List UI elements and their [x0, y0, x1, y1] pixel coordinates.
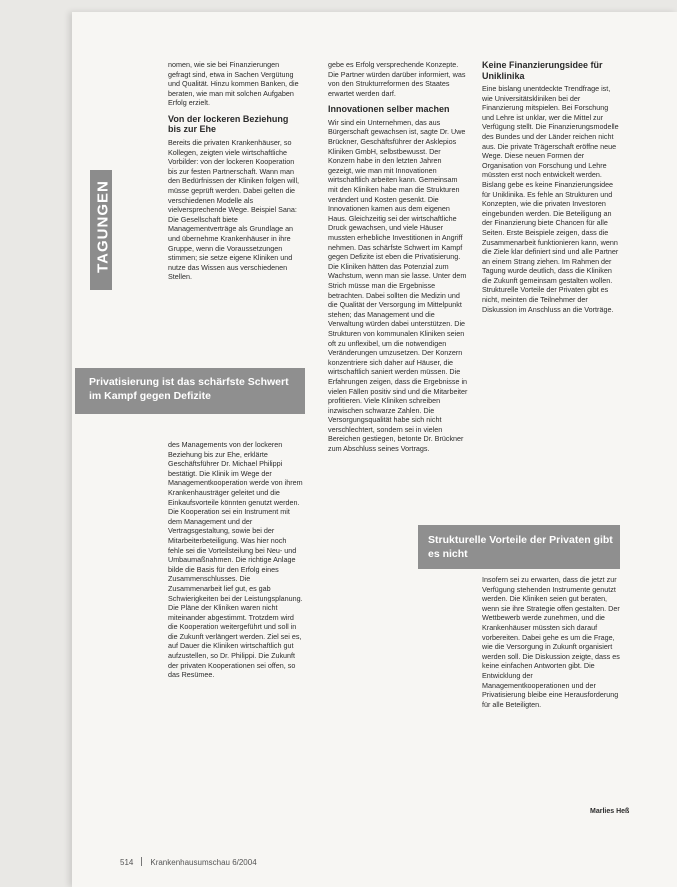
column-2-body: Wir sind ein Unternehmen, das aus Bürgerschaft gewachsen ist, sagte Dr. Uwe Brückner, Geschäftsführer der Asklepios Kliniken GmbH, selbstbewusst. Der Konzern habe in den letzten Jahren gezeigt, wie man mit Innovationen wirtschaftlich arbeiten kann. Gemeinsam mit den Kliniken habe man die Strukturen verändert und Kosten gesenkt. Die Innovationen kamen aus dem eigenen Haus. Gleichzeitig sei der wirtschaftliche Druck gewachsen, und viele Häuser mussten erhebliche Investitionen in Angriff nehmen. Das schärfste Schwert im Kampf gegen Defizite ist eben die Privatisierung. Die Kliniken hätten das Potenzial zum Wachstum, wenn man sie lasse. Unter dem Strich müsse man die Ergebnisse betrachten. Dabei sollten die Medizin und die Qualität der Versorgung im Mittelpunkt stehen; das Management und die Verwaltung würden dabei unterstützen. Die Strukturen von kommunalen Kliniken seien oft zu unflexibel, um die notwendigen Veränderungen umzusetzen. Der Konzern konzentriere sich daher auf Häuser, die wirtschaftlich saniert werden müssen. Die Erfahrungen zeigen, dass die Ergebnisse in vielen Fällen positiv sind und die Mitarbeiter profitieren. Viele Kliniken schreiben inzwischen schwarze Zahlen. Die Versorgungsqualität habe sich nicht verschlechtert, sondern sei in vielen Bereichen gestiegen, betonte Dr. Brückner zum Abschluss seines Vortrags.	[328, 117, 468, 454]
page-footer	[120, 857, 257, 867]
column-1-intro: nomen, wie sie bei Finanzierungen gefragt sind, etwa in Sachen Vergütung und Qualität. Hinzu kommen Banken, die beraten, wie man mit solchen Aufgaben Erfolg erzielt.	[168, 60, 299, 108]
column-1b-body: des Managements von der lockeren Beziehung bis zur Ehe, erklärte Geschäftsführer Dr. Michael Philippi bestätigt. Die Klinik im Wege der Managementkooperation werde von ihrem Krankenhausträger geleitet und die Einkaufsvorteile könnten genutzt werden. Die Kooperation sei ein Instrument mit dem Management und der Vertragsgestaltung, sowie bei der Mitarbeiterbeteiligung. Was hier noch fehle sei die Vorteilsteilung bei Neu- und Umbaumaßnahmen. Die richtige Anlage bilde die Basis für den Erfolg eines Zusammenschlusses. Die Zusammenarbeit lief gut, es gab Schwierigkeiten bei der Leistungsplanung. Die Pläne der Kliniken waren nicht miteinander abgestimmt. Trotzdem wird die Kooperation weitergeführt und soll in die Zukunft verlängert werden. Ziel sei es, auf Dauer die Kliniken wirtschaftlich gut aufzustellen, so Dr. Philippi. Die Zukunft der privaten Kooperationen sei offen, so das Resümee.	[168, 440, 303, 680]
column-3-continued	[482, 575, 622, 710]
page-number: 514	[120, 858, 134, 867]
section-tab-label: TAGUNGEN	[94, 180, 112, 273]
journal-name: Krankenhausumschau 6/2004	[150, 858, 257, 867]
author-name: Marlies Heß	[590, 808, 630, 815]
column-3b-body: Insofern sei zu erwarten, dass die jetzt zur Verfügung stehenden Instrumente genutzt werden. Die Kliniken seien gut beraten, wenn sie ihre Strategie offen gestalten. Der Wettbewerb werde zunehmen, und die Krankenhäuser müssten sich darauf vorbereiten. Dabei gehe es um die Frage, wie die Versorgung in Zukunft organisiert werden soll. Die Diskussion zeigte, dass es keine einfachen Antworten gibt. Die Entwicklung der Managementkooperationen und der Privatisierung bleibe eine Herausforderung für alle Beteiligten.	[482, 575, 620, 709]
footer-divider	[141, 857, 142, 866]
pullquote-box-1	[75, 368, 305, 414]
column-1	[168, 60, 303, 283]
pullquote-2-text: Strukturelle Vorteile der Privaten gibt es nicht	[428, 534, 613, 560]
column-1-continued	[168, 440, 303, 681]
column-2-heading: Innovationen selber machen	[328, 104, 450, 115]
pullquote-box-2	[418, 525, 620, 569]
column-1-body: Bereits die privaten Krankenhäuser, so Kollegen, zeigten viele wirtschaftliche Vorbilder: von der lockeren Kooperation bis zur festen Partnerschaft. Wann man den Bedürfnissen der Kliniken folgen will, müsse geprüft werden. Dabei gelten die verschiedenen Modelle als vielversprechende Wege. Beispiel Sana: Die Gesellschaft biete Managementverträge als Grundlage an und übernehme Krankenhäuser in ihre Gruppe, wenn die Voraussetzungen stimmen; sie setze eigene Kliniken und nutze das Wissen aus verschiedenen Stellen.	[168, 137, 300, 282]
column-1-heading: Von der lockeren Beziehung bis zur Ehe	[168, 113, 289, 135]
column-2	[328, 60, 468, 455]
column-3-heading: Keine Finanzierungsidee für Uniklinika	[482, 60, 603, 81]
column-3	[482, 60, 622, 315]
column-3-body: Eine bislang unentdeckte Trendfrage ist, wie Universitätskliniken bei der Finanzierung mitspielen. Bei Forschung und Lehre ist unklar, wer die Mittel zur Verfügung stellt. Die Finanzierungsmodelle des Bundes und der Länder reichen nicht aus. Die private Trägerschaft eröffne neue Wege. Diese neuen Formen der Organisation von Forschung und Lehre müssten erst noch entwickelt werden. Bislang gebe es keine Finanzierungsidee für Uniklinika. Es fehle an Strukturen und Konzepten, wie die privaten Investoren eingebunden werden. Die Beteiligung an der Finanzierung biete Chancen für alle Seiten. Erste Beispiele zeigen, dass die Zusammenarbeit funktionieren kann, wenn die Ziele klar definiert sind und alle Partner an einem Strang ziehen. Im Rahmen der Tagung wurde deutlich, dass die Kliniken die Zukunft gemeinsam gestalten wollen. Strukturelle Vorteile der Privaten gibt es nicht, meinten die Teilnehmer der Diskussion im Anschluss an die Vorträge.	[482, 84, 619, 314]
pullquote-1-text: Privatisierung ist das schärfste Schwert im Kampf gegen Defizite	[89, 376, 289, 402]
column-2-intro: gebe es Erfolg versprechende Konzepte. Die Partner würden darüber informiert, was von den Strukturreformen des Staates erwartet werden darf.	[328, 60, 466, 98]
section-tab	[90, 170, 112, 290]
